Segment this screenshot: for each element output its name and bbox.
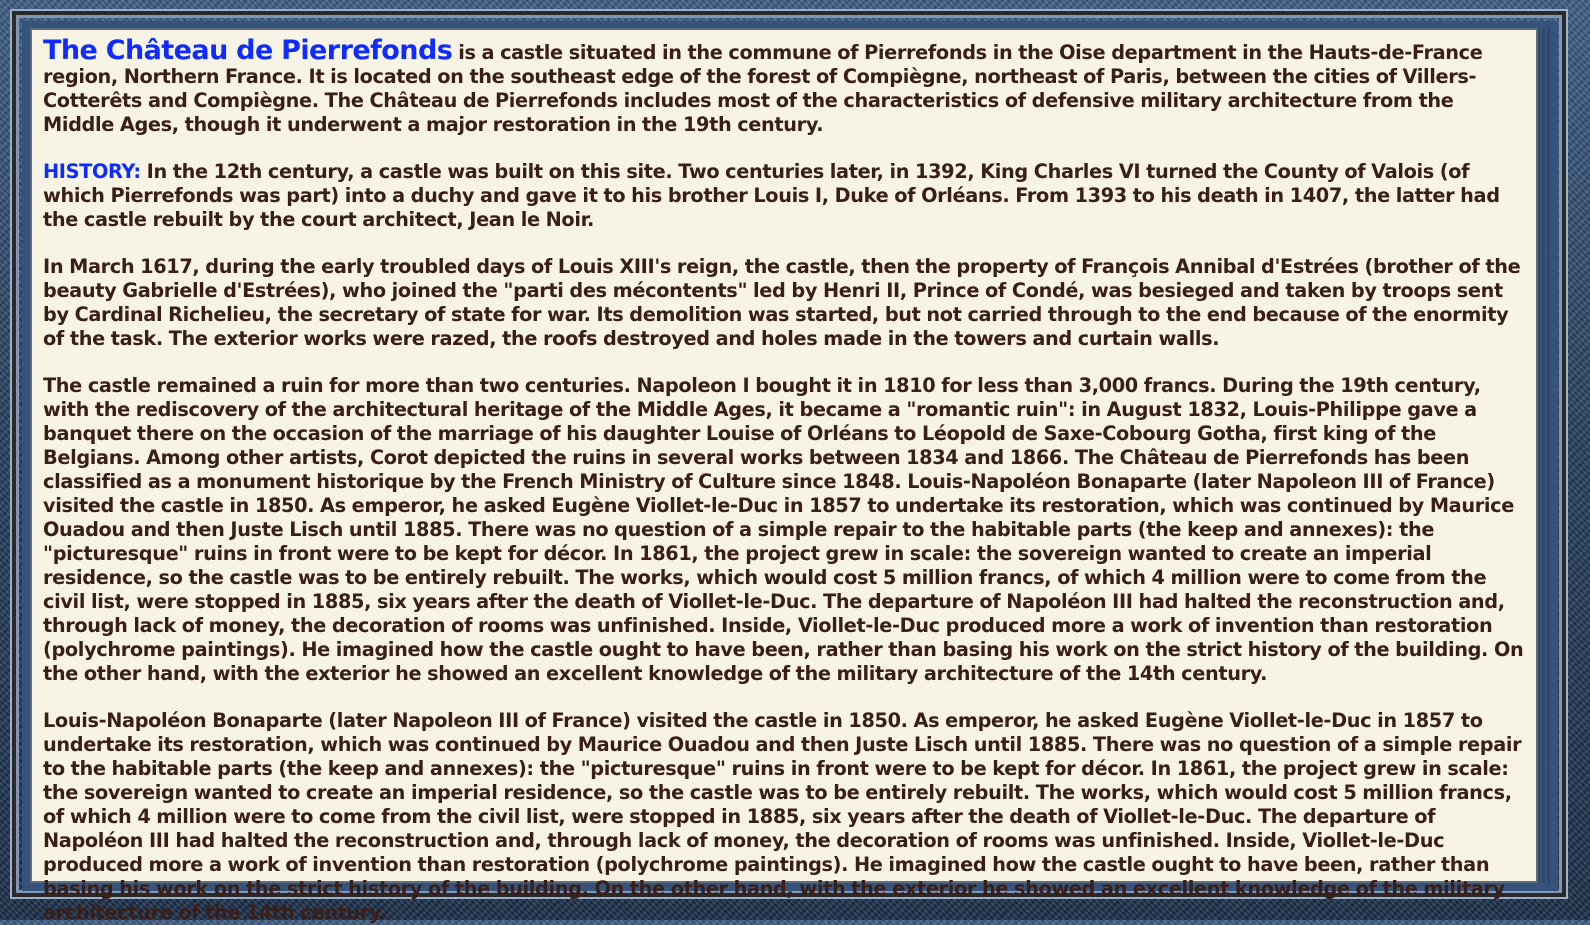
history-paragraph bbox=[43, 160, 1526, 232]
article-title: The Château de Pierrefonds bbox=[43, 35, 453, 66]
history-label: HISTORY: bbox=[43, 160, 141, 183]
paragraph-ruin-and-restoration: The castle remained a ruin for more than two centuries. Napoleon I bought it in 1810 for less than 3,000 francs. During the 19th century, with the rediscovery of the architectural heritage of the Middle Ages, it became a "romantic ruin": in August 1832, Louis-Philippe gave a banquet there on the occasion of the marriage of his daughter Louise of Orléans to Léopold de Saxe-Cobourg Gotha, first king of the Belgians. Among other artists, Corot depicted the ruins in several works between 1834 and 1866. The Château de Pierrefonds has been classified as a monument historique by the French Ministry of Culture since 1848. Louis-Napoléon Bonaparte (later Napoleon III of France) visited the castle in 1850. As emperor, he asked Eugène Viollet-le-Duc in 1857 to undertake its restoration, which was continued by Maurice Ouadou and then Juste Lisch until 1885. There was no question of a simple repair to the habitable parts (the keep and annexes): the "picturesque" ruins in front were to be kept for décor. In 1861, the project grew in scale: the sovereign wanted to create an imperial residence, so the castle was to be entirely rebuilt. The works, which would cost 5 million francs, of which 4 million were to come from the civil list, were stopped in 1885, six years after the death of Viollet-le-Duc. The departure of Napoléon III had halted the reconstruction and, through lack of money, the decoration of rooms was unfinished. Inside, Viollet-le-Duc produced more a work of invention than restoration (polychrome paintings). He imagined how the castle ought to have been, rather than basing his work on the strict history of the building. On the other hand, with the exterior he showed an excellent knowledge of the military architecture of the 14th century. bbox=[43, 374, 1524, 685]
intro-paragraph bbox=[43, 35, 1526, 137]
intro-text: is a castle situated in the commune of Pierrefonds in the Oise department in the Hauts-de-France region, Northern France. It is located on the southeast edge of the forest of Compiègne, northeast of Paris, between the cities of Villers-Cotterêts and Compiègne. The Château de Pierrefonds includes most of the characteristics of defensive military architecture from the Middle Ages, though it underwent a major restoration in the 19th century. bbox=[43, 41, 1483, 136]
paragraph-napoleon-restoration: Louis-Napoléon Bonaparte (later Napoleon III of France) visited the castle in 1850. As emperor, he asked Eugène Viollet-le-Duc in 1857 to undertake its restoration, which was continued by Maurice Ouadou and then Juste Lisch until 1885. There was no question of a simple repair to the habitable parts (the keep and annexes): the "picturesque" ruins in front were to be kept for décor. In 1861, the project grew in scale: the sovereign wanted to create an imperial residence, so the castle was to be entirely rebuilt. The works, which would cost 5 million francs, of which 4 million were to come from the civil list, were stopped in 1885, six years after the death of Viollet-le-Duc. The departure of Napoléon III had halted the reconstruction and, through lack of money, the decoration of rooms was unfinished. Inside, Viollet-le-Duc produced more a work of invention than restoration (polychrome paintings). He imagined how the castle ought to have been, rather than basing his work on the strict history of the building. On the other hand, with the exterior he showed an excellent knowledge of the military architecture of the 14th century. bbox=[43, 709, 1522, 924]
paragraph-1617: In March 1617, during the early troubled days of Louis XIII's reign, the castle, then the property of François Annibal d'Estrées (brother of the beauty Gabrielle d'Estrées), who joined the "parti des mécontents" led by Henri II, Prince of Condé, was besieged and taken by troops sent by Cardinal Richelieu, the secretary of state for war. Its demolition was started, but not carried through to the end because of the enormity of the task. The exterior works were razed, the roofs destroyed and holes made in the towers and curtain walls. bbox=[43, 255, 1521, 350]
castle-article bbox=[30, 28, 1538, 924]
history-text: In the 12th century, a castle was built on this site. Two centuries later, in 1392, King Charles VI turned the County of Valois (of which Pierrefonds was part) into a duchy and gave it to his brother Louis I, Duke of Orléans. From 1393 to his death in 1407, the latter had the castle rebuilt by the court architect, Jean le Noir. bbox=[43, 160, 1500, 231]
